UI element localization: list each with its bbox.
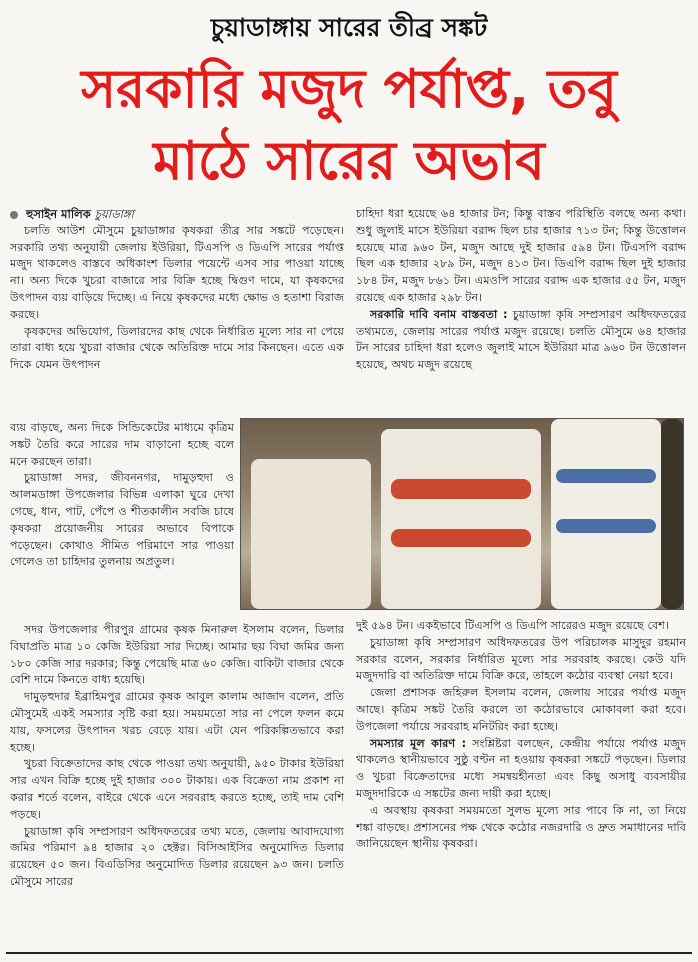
byline-location: চুয়াডাঙ্গা (94, 207, 134, 221)
paragraph: এ অবস্থায় কৃষকরা সময়মতো সুলভ মূল্যে সার পাবে কি না, তা নিয়ে শঙ্কা বাড়ছে। প্রশাসনের পক্ষ থেকে কঠোর নজরদারি ও দ্রুত সমাধানের দাবি জানিয়েছেন স্থানীয় কৃষকরা। (356, 803, 686, 851)
subhead: সরকারি দাবি বনাম বাস্তবতা : (370, 307, 508, 321)
paragraph: খুচরা বিক্রেতাদের কাছ থেকে পাওয়া তথ্য অনুযায়ী, ৯৫০ টাকার ইউরিয়া সার এখন বিক্রি হচ্ছে দুই হাজার ৩০০ টাকায়। এক বিক্রেতা নাম প্রকাশ না করার শর্তে বলেন, বাইরে থেকে এনে সরবরাহ করতে হচ্ছে, তাই দাম বেশি পড়ছে। (10, 757, 344, 821)
paragraph: চাহিদা ধরা হয়েছে ৬৪ হাজার টন; কিন্তু বাস্তব পরিস্থিতি বলছে অন্য কথা। শুধু জুলাই মাসে ইউরিয়া বরাদ্দ ছিল চার হাজার ৭১৩ টন; কিন্তু উত্তোলন হয়েছে মাত্র ৯৬০ টন, মজুদ আছে দুই হাজার ৫৯৪ টন। টিএসপি বরাদ্দ ছিল এক হাজার ২৮৯ টন, মজুদ ৪১৩ টন। ডিএপি বরাদ্দ ছিল দুই হাজার ১৮৪ টন, মজুদ ৮৬১ টন। এমওপি সারের বরাদ্দ এক হাজার ৫৫ টন, মজুদ রয়েছে এক হাজার ২৯৮ টন। (356, 207, 686, 304)
headline (0, 54, 698, 198)
paragraph: সদর উপজেলার পীরপুর গ্রামের কৃষক মিনারুল ইসলাম বলেন, ডিলার বিঘাপ্রতি মাত্র ১০ কেজি ইউরিয়া সার দিচ্ছে। আমার ছয় বিঘা জমির জন্য ১৮০ কেজি সার দরকার; কিন্তু পেয়েছি মাত্র ৬০ কেজি। বাকিটা বাজার থেকে বেশি দামে কিনতে বাধ্য হয়েছি। (10, 623, 344, 687)
right-column-bottom (356, 618, 686, 948)
kicker: চুয়াডাঙ্গায় সারের তীব্র সঙ্কট (210, 13, 488, 42)
left-column-bottom (10, 622, 344, 948)
paragraph-text: সংশ্লিষ্টরা বলছেন, কেন্দ্রীয় পর্যায়ে পর্যাপ্ত মজুদ থাকলেও স্থানীয়ভাবে সুষ্ঠু বণ্টন না হওয়ায় কৃষকরা সঙ্কটে পড়ছেন। ডিলার ও খুচরা বিক্রেতাদের মধ্যে সমন্বয়হীনতা এবং কিছু অসাধু ব্যবসায়ীর মজুদদারিকে এ সঙ্কটের জন্য দায়ী করা হচ্ছে। (356, 736, 686, 800)
paragraph: ব্যয় বাড়ছে, অন্য দিকে সিন্ডিকেটের মাধ্যমে কৃত্রিম সঙ্কট তৈরি করে সারের দাম বাড়ানো হচ্ছে বলে মনে করছেন তারা। (10, 421, 234, 468)
headline-line-2: মাঠে সারের অভাব (153, 131, 545, 192)
bullet-icon (10, 211, 18, 219)
paragraph: চুয়াডাঙ্গা সদর, জীবননগর, দামুড়হুদা ও আলমডাঙ্গা উপজেলার বিভিন্ন এলাকা ঘুরে দেখা গেছে, ধান, পাট, পেঁপে ও শীতকালীন সবজি চাষে কৃষকরা প্রয়োজনীয় সারের অভাবে বিপাকে পড়েছেন। কোথাও সীমিত পরিমাণে সার পাওয়া গেলেও তা চাহিদার তুলনায় অপ্রতুল। (10, 471, 234, 569)
fertilizer-sacks-photo (240, 418, 684, 610)
paragraph: দামুড়হুদার ইব্রাহিমপুর গ্রামের কৃষক আবুল কালাম আজাদ বলেন, প্রতি মৌসুমেই একই সমস্যার সৃষ্টি করা হয়। সময়মতো সার না পেলে ফলন কমে যায়, ফসলের উৎপাদন খরচ বেড়ে যায়। এটা যেন পরিকল্পিতভাবে করা হচ্ছে। (10, 690, 344, 754)
paragraph: চুয়াডাঙ্গা কৃষি সম্প্রসারণ অধিদফতরের উপ পরিচালক মাসুদুর রহমান সরকার বলেন, সরকার নির্ধারিত মূল্যে সার সরবরাহ করছে। কেউ যদি মজুদদারি বা অতিরিক্ত দামে বিক্রি করে, তাহলে কঠোর ব্যবস্থা নেয়া হবে। (356, 635, 686, 683)
left-column-top (10, 206, 344, 420)
paragraph: কৃষকদের অভিযোগ, ডিলারদের কাছ থেকে নির্ধারিত মূল্যে সার না পেয়ে তারা বাধ্য হয়ে খুচরা বাজার থেকে অতিরিক্ত দামে সার কিনছেন। এতে এক দিকে যেমন উৎপাদন (10, 324, 344, 372)
paragraph: জেলা প্রশাসক জহিরুল ইসলাম বলেন, জেলায় সারের পর্যাপ্ত মজুদ আছে। কৃত্রিম সঙ্কট তৈরি করলে তা কঠোরভাবে মোকাবলা করা হবে। উপজেলা পর্যায়ে সরবরাহ মনিটরিং করা হচ্ছে। (356, 686, 686, 733)
paragraph: চলতি আউশ মৌসুমে চুয়াডাঙ্গার কৃষকরা তীব্র সার সঙ্কটে পড়েছেন। সরকারি তথ্য অনুযায়ী জেলায় ইউরিয়া, টিএসপি ও ডিএপি সারের পর্যাপ্ত মজুদ থাকলেও বাস্তবে অধিকাংশ ডিলার পয়েন্টে এসব সার পাওয়া যাচ্ছে না। অন্য দিকে খুচরা বাজারে সার বিক্রি হচ্ছে দ্বিগুণ দামে, যা কৃষকদের উৎপাদন ব্যয় বাড়িয়ে দিচ্ছে। এ নিয়ে কৃষকদের মধ্যে ক্ষোভ ও হতাশা বিরাজ করছে। (10, 223, 344, 321)
paragraph (356, 736, 686, 803)
byline (10, 206, 344, 223)
byline-name: হুসাইন মালিক (26, 207, 91, 221)
left-column-wrap (10, 420, 234, 618)
headline-line-1: সরকারি মজুদ পর্যাপ্ত, তবু (81, 59, 617, 120)
subhead: সমস্যার মূল কারণ : (370, 736, 467, 750)
bottom-rule (6, 952, 692, 954)
right-column-top (356, 206, 686, 418)
paragraph-text: চুয়াডাঙ্গা কৃষি সম্প্রসারণ অধিদফতরের তথ্যমতে, জেলায় সারের পর্যাপ্ত মজুদ রয়েছে। চলতি মৌসুমে ৬৪ হাজার টন সারের চাহিদা ধরা হলেও জুলাই মাসে ইউরিয়া মাত্র ৯৬০ টন উত্তোলন হয়েছে, অথচ মজুদ রয়েছে (356, 307, 686, 372)
paragraph: চুয়াডাঙ্গা কৃষি সম্প্রসারণ অধিদফতরের তথ্য মতে, জেলায় আবাদযোগ্য জমির পরিমাণ ৯৪ হাজার ২০ হেক্টর। বিসিআইসির অনুমোদিত ডিলার রয়েছেন ৫০ জন। বিএডিসির অনুমোদিত ডিলার রয়েছেন ৯৩ জন। চলতি মৌসুমে সারের (10, 824, 344, 888)
paragraph (356, 307, 686, 374)
paragraph: দুই ৫৯৪ টন। একইভাবে টিএসপি ও ডিএপি সারেরও মজুদ রয়েছে বেশ। (356, 619, 669, 632)
